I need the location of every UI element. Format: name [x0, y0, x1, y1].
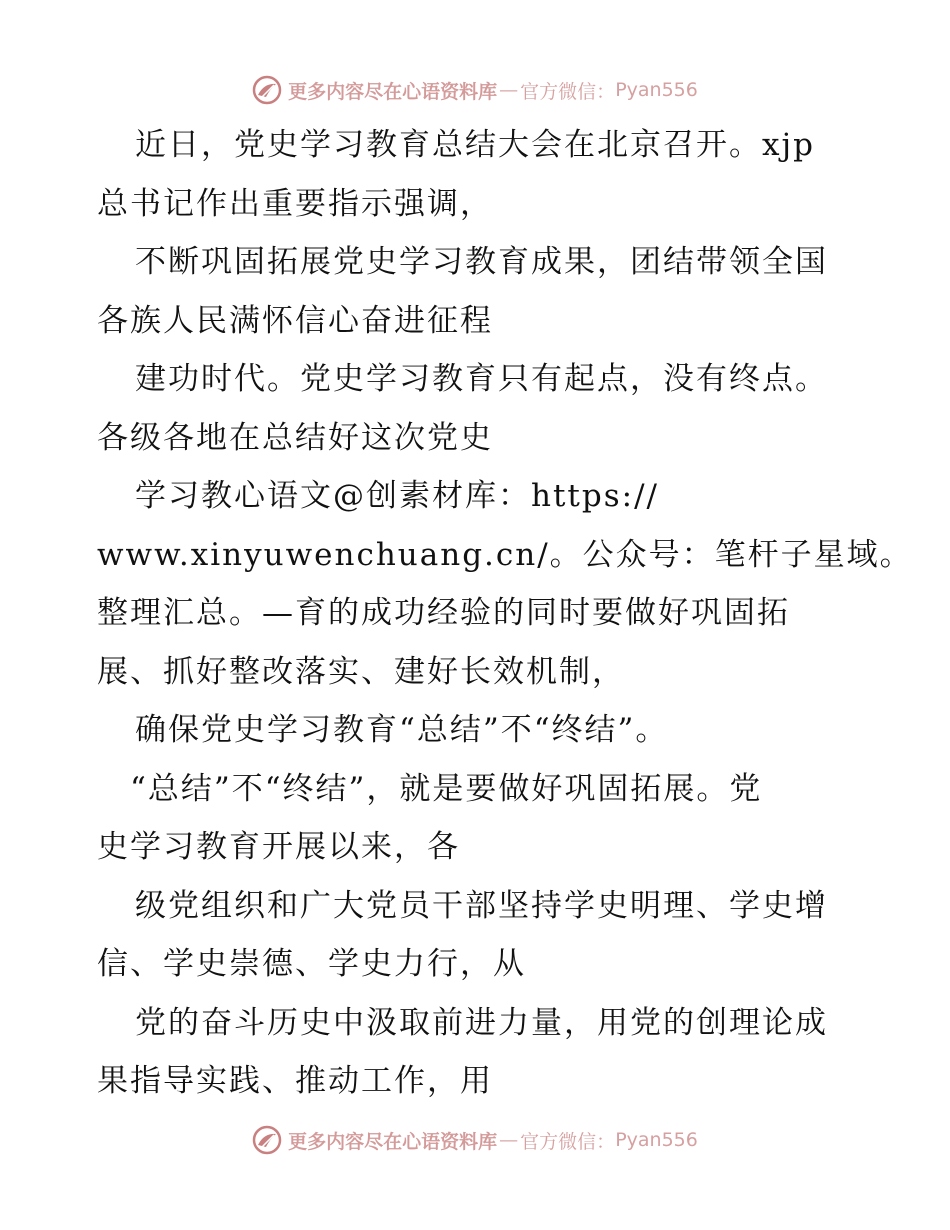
watermark-wechat-label: 官方微信：: [520, 1130, 616, 1153]
body-line: 各级各地在总结好这次党史: [97, 419, 493, 456]
body-line: 信、学史崇德、学史力行，从: [97, 946, 526, 982]
body-line: “总结”不“终结”，就是要做好巩固拓展。党: [130, 770, 763, 807]
body-line: 确保党史学习教育“总结”不“终结”。: [135, 712, 669, 748]
watermark-separator: —: [499, 79, 519, 101]
stamp-logo-icon: [252, 1125, 282, 1155]
body-line: 各族人民满怀信心奋进征程: [97, 302, 493, 339]
watermark-title: 更多内容尽在心语资料库: [288, 1130, 498, 1153]
body-line: 展、抓好整改落实、建好长效机制，: [97, 653, 625, 690]
watermark-wechat-id: Pyan556: [615, 79, 698, 101]
stamp-logo-icon: [252, 75, 282, 105]
body-line: 级党组织和广大党员干部坚持学史明理、学史增: [135, 887, 828, 924]
body-line: 不断巩固拓展党史学习教育成果，团结带领全国: [135, 244, 828, 280]
footer-watermark: [0, 1120, 950, 1160]
header-watermark: [0, 70, 950, 110]
body-line: 近日，党史学习教育总结大会在北京召开。xjp: [135, 127, 815, 163]
body-line: www.xinyuwenchuang.cn/。公众号：笔杆子星域。: [97, 536, 913, 573]
watermark-wechat-label: 官方微信：: [520, 80, 616, 103]
body-line: 建功时代。党史学习教育只有起点，没有终点。: [135, 361, 828, 397]
watermark-wechat-id: Pyan556: [615, 1129, 698, 1151]
body-line: 总书记作出重要指示强调，: [97, 185, 493, 222]
watermark-title: 更多内容尽在心语资料库: [288, 80, 498, 103]
body-line: 果指导实践、推动工作，用: [97, 1063, 493, 1099]
body-line: 学习教心语文@创素材库：https://: [135, 478, 659, 514]
body-line: 整理汇总。—育的成功经验的同时要做好巩固拓: [97, 595, 790, 631]
document-body: [97, 116, 913, 1111]
body-line: 史学习教育开展以来，各: [97, 829, 460, 865]
body-line: 党的奋斗历史中汲取前进力量，用党的创理论成: [135, 1004, 828, 1041]
watermark-separator: —: [499, 1129, 519, 1151]
